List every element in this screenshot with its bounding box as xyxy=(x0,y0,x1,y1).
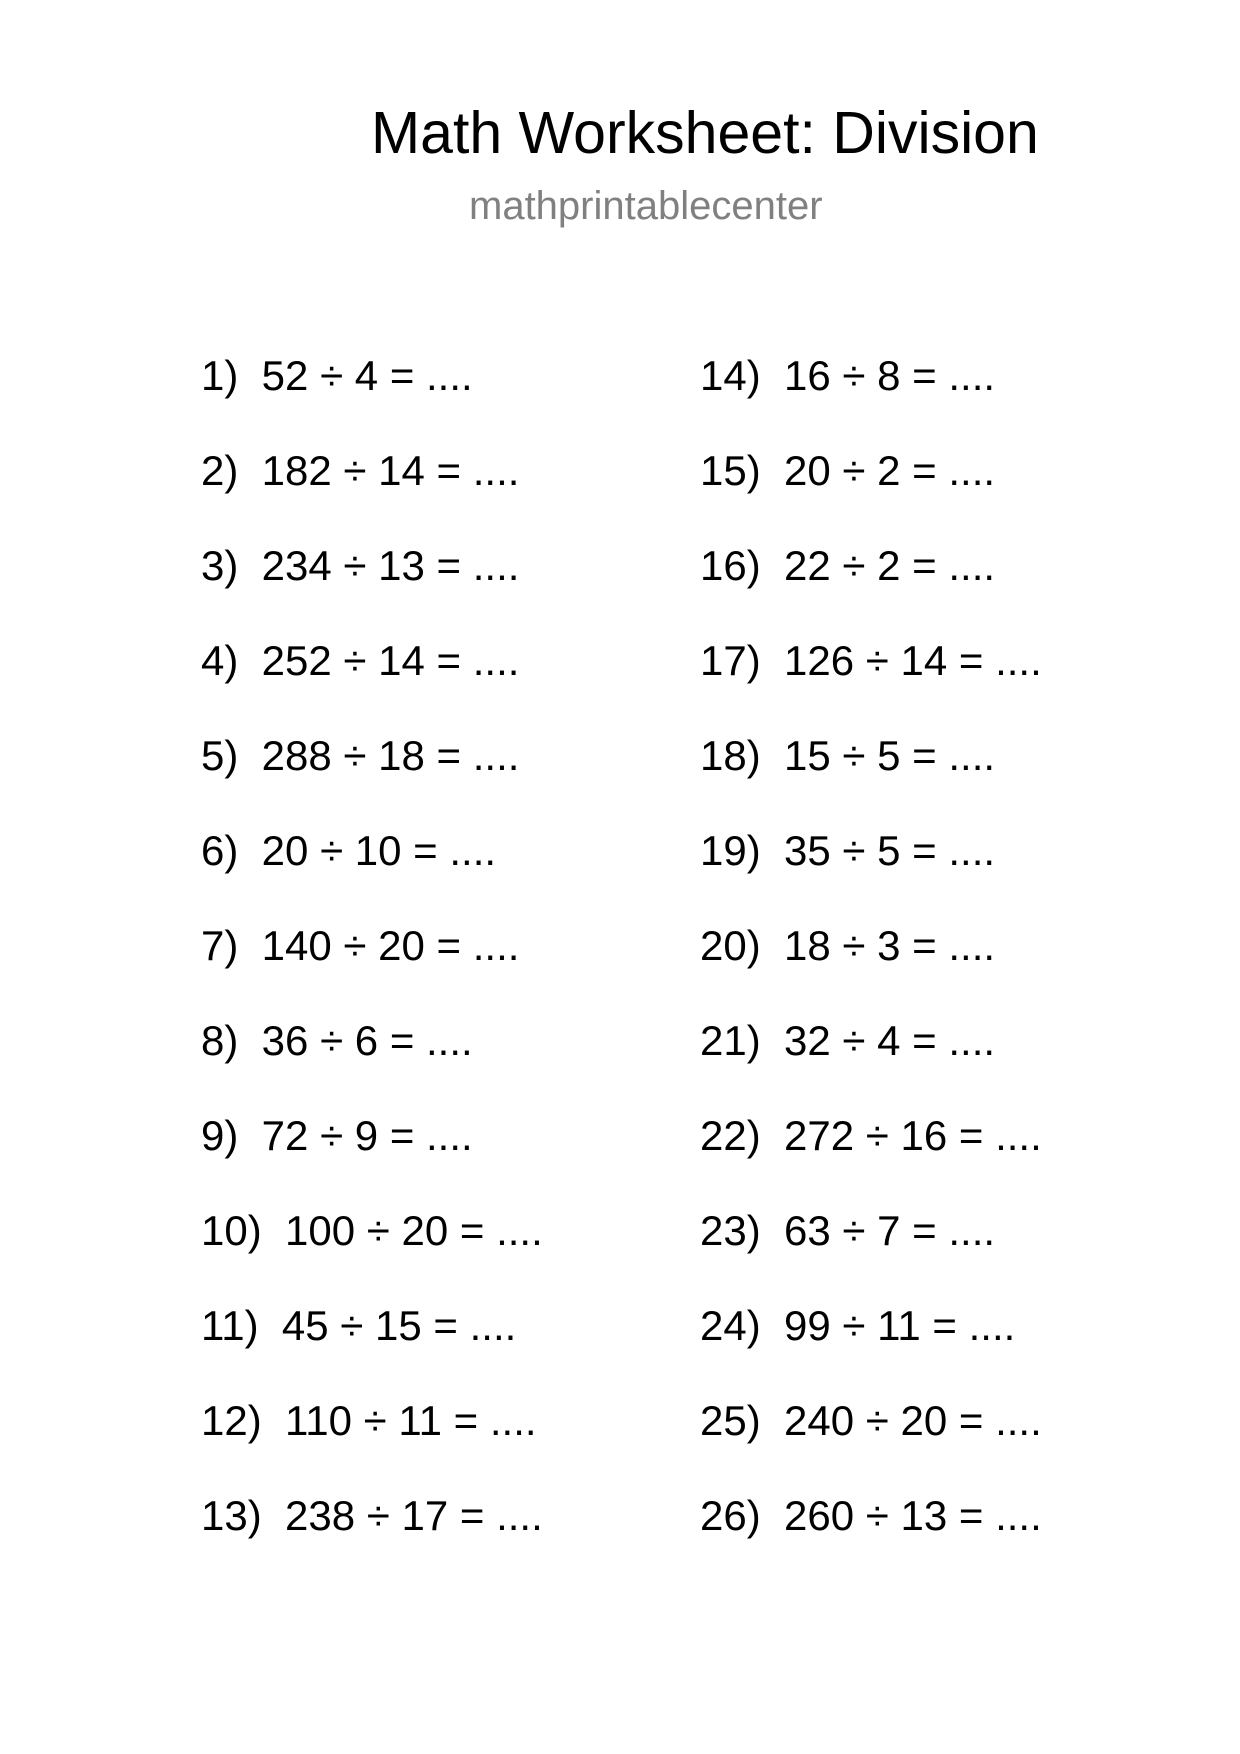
problem-item: 10) 100 ÷ 20 = .... xyxy=(201,1207,543,1254)
problem-item: 24) 99 ÷ 11 = .... xyxy=(700,1302,1016,1349)
problem-item: 4) 252 ÷ 14 = .... xyxy=(201,637,520,684)
problem-item: 21) 32 ÷ 4 = .... xyxy=(700,1017,996,1064)
problem-item: 1) 52 ÷ 4 = .... xyxy=(201,352,473,399)
problem-item: 11) 45 ÷ 15 = .... xyxy=(201,1302,517,1349)
problem-item: 13) 238 ÷ 17 = .... xyxy=(201,1492,543,1539)
problem-item: 5) 288 ÷ 18 = .... xyxy=(201,732,520,779)
problems-right-column xyxy=(700,348,1042,1583)
problem-item: 14) 16 ÷ 8 = .... xyxy=(700,352,996,399)
problem-item: 26) 260 ÷ 13 = .... xyxy=(700,1492,1042,1539)
problem-item: 3) 234 ÷ 13 = .... xyxy=(201,542,520,589)
problem-item: 12) 110 ÷ 11 = .... xyxy=(201,1397,537,1444)
problem-item: 17) 126 ÷ 14 = .... xyxy=(700,637,1042,684)
worksheet-subtitle: mathprintablecenter xyxy=(469,184,823,228)
worksheet-title: Math Worksheet: Division xyxy=(371,100,1039,166)
problem-item: 16) 22 ÷ 2 = .... xyxy=(700,542,996,589)
problem-item: 18) 15 ÷ 5 = .... xyxy=(700,732,996,779)
problem-item: 23) 63 ÷ 7 = .... xyxy=(700,1207,996,1254)
problem-item: 25) 240 ÷ 20 = .... xyxy=(700,1397,1042,1444)
problem-item: 20) 18 ÷ 3 = .... xyxy=(700,922,996,969)
problem-item: 7) 140 ÷ 20 = .... xyxy=(201,922,520,969)
problem-item: 6) 20 ÷ 10 = .... xyxy=(201,827,497,874)
problem-item: 19) 35 ÷ 5 = .... xyxy=(700,827,996,874)
problem-item: 9) 72 ÷ 9 = .... xyxy=(201,1112,473,1159)
problem-item: 15) 20 ÷ 2 = .... xyxy=(700,447,996,494)
problem-item: 22) 272 ÷ 16 = .... xyxy=(700,1112,1042,1159)
problem-item: 8) 36 ÷ 6 = .... xyxy=(201,1017,473,1064)
problem-item: 2) 182 ÷ 14 = .... xyxy=(201,447,520,494)
problems-left-column xyxy=(201,348,543,1583)
